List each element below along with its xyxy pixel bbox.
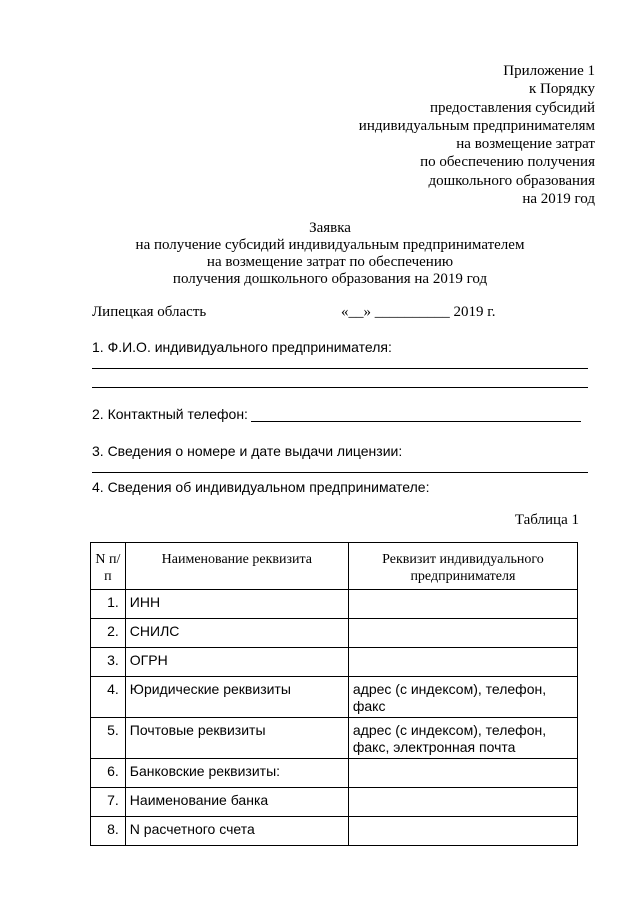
table-row	[91, 718, 578, 759]
title-line: Заявка	[309, 220, 351, 236]
table-header-row	[91, 543, 578, 590]
row-name: Юридические реквизиты	[125, 677, 348, 718]
row-value-cell[interactable]	[348, 590, 577, 619]
table-row	[91, 677, 578, 718]
row-num: 6.	[91, 759, 126, 788]
row-num: 2.	[91, 619, 126, 648]
row-num: 4.	[91, 677, 126, 718]
row-name: N расчетного счета	[125, 817, 348, 846]
fio-line-2[interactable]	[92, 387, 588, 388]
row-value-cell[interactable]: адрес (с индексом), телефон, факс	[348, 677, 577, 718]
row-num: 1.	[91, 590, 126, 619]
title-line: получения дошкольного образования на 2019 год	[172, 271, 488, 287]
document-title	[90, 220, 570, 288]
appendix-line: Приложение 1	[503, 63, 595, 79]
requisites-table	[90, 542, 578, 846]
row-num: 3.	[91, 648, 126, 677]
row-num: 5.	[91, 718, 126, 759]
appendix-line: дошкольного образования	[428, 172, 595, 189]
header-num: N п/п	[91, 543, 126, 590]
row-value-cell[interactable]	[348, 648, 577, 677]
row-value-cell[interactable]	[348, 759, 577, 788]
row-name: ИНН	[125, 590, 348, 619]
row-name: Почтовые реквизиты	[125, 718, 348, 759]
appendix-line: к Порядку	[529, 81, 595, 98]
row-name: СНИЛС	[125, 619, 348, 648]
table-row	[91, 788, 578, 817]
row-value-cell[interactable]	[348, 788, 577, 817]
fio-line-1[interactable]	[92, 368, 588, 369]
row-value-cell[interactable]: адрес (с индексом), телефон, факс, электронная почта	[348, 718, 577, 759]
date-field[interactable]: «__» __________ 2019 г.	[341, 304, 496, 320]
row-name: Банковские реквизиты:	[125, 759, 348, 788]
table-caption: Таблица 1	[514, 512, 579, 528]
appendix-line: по обеспечению получения	[420, 154, 595, 171]
row-value-cell[interactable]	[348, 619, 577, 648]
appendix-block	[359, 62, 595, 208]
row-name: ОГРН	[125, 648, 348, 677]
license-label: 3. Сведения о номере и дате выдачи лицензии:	[92, 443, 403, 459]
header-value: Реквизит индивидуального предпринимателя	[348, 543, 577, 590]
table-row	[91, 648, 578, 677]
table-row	[91, 590, 578, 619]
row-value-cell[interactable]	[348, 817, 577, 846]
table-row	[91, 759, 578, 788]
title-line: на возмещение затрат по обеспечению	[206, 254, 454, 270]
title-line: на получение субсидий индивидуальным предпринимателем	[135, 237, 525, 253]
phone-label: 2. Контактный телефон:	[92, 406, 248, 422]
appendix-line: на 2019 год	[522, 191, 595, 208]
fio-label: 1. Ф.И.О. индивидуального предпринимателя:	[92, 339, 392, 355]
row-name: Наименование банка	[125, 788, 348, 817]
header-name: Наименование реквизита	[125, 543, 348, 590]
appendix-line: предоставления субсидий	[429, 99, 595, 116]
row-num: 8.	[91, 817, 126, 846]
table-row	[91, 817, 578, 846]
row-num: 7.	[91, 788, 126, 817]
license-line[interactable]	[92, 472, 588, 473]
appendix-line: индивидуальным предпринимателям	[358, 117, 595, 134]
phone-line[interactable]	[251, 421, 581, 422]
info-label: 4. Сведения об индивидуальном предпринимателе:	[92, 479, 430, 495]
appendix-line: на возмещение затрат	[456, 136, 595, 153]
region-label: Липецкая область	[92, 304, 207, 320]
table-row	[91, 619, 578, 648]
